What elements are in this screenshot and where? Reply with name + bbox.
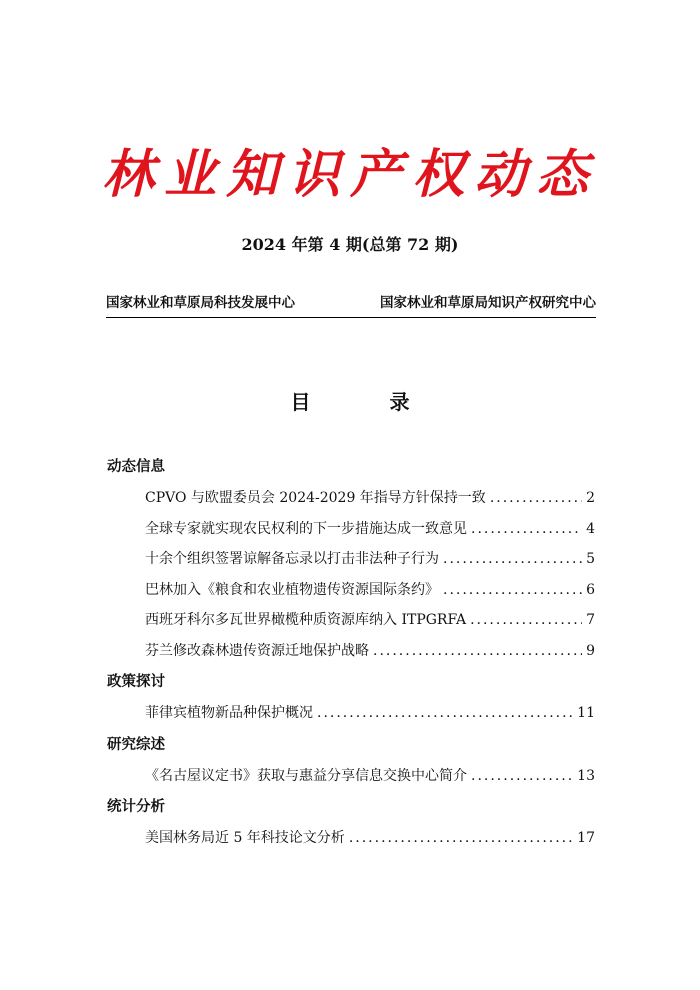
- toc-leader: [443, 551, 582, 567]
- toc-entry-title: 芬兰修改森林遗传资源迁地保护战略: [145, 642, 369, 659]
- toc-section-statistics: 统计分析: [107, 798, 165, 815]
- toc-entry[interactable]: [107, 487, 595, 509]
- toc-entry-title: 《名古屋议定书》获取与惠益分享信息交换中心简介: [145, 767, 467, 784]
- toc-entry-title: 菲律宾植物新品种保护概况: [145, 705, 313, 721]
- toc-entry[interactable]: [107, 765, 595, 787]
- issue-number: 2024 年第 4 期(总第 72 期): [241, 235, 459, 254]
- toc-section-review: 研究综述: [107, 735, 165, 753]
- toc-entry[interactable]: [107, 548, 595, 570]
- toc-leader: [443, 582, 582, 598]
- toc-leader: [490, 490, 582, 506]
- toc-entry-title: 全球专家就实现农民权利的下一步措施达成一致意见: [145, 520, 467, 537]
- toc-entry-title: 巴林加入《粮食和农业植物遗传资源国际条约》: [145, 581, 439, 598]
- toc-entry-page: 6: [586, 581, 595, 598]
- publisher-line: [106, 291, 596, 318]
- toc-entry-title: 十余个组织签署谅解备忘录以打击非法种子行为: [145, 551, 439, 567]
- toc-entry[interactable]: [107, 640, 595, 662]
- toc-leader: [471, 521, 582, 537]
- toc-entry-page: 17: [577, 830, 595, 846]
- table-of-contents: [107, 455, 595, 858]
- toc-leader: [317, 705, 573, 721]
- toc-entry[interactable]: [107, 702, 595, 724]
- toc-leader: [349, 830, 573, 846]
- toc-title: 目 录: [290, 390, 446, 414]
- toc-leader: [470, 612, 582, 628]
- toc-entry-page: 9: [586, 642, 595, 659]
- toc-leader: [373, 643, 582, 659]
- toc-section-policy: 政策探讨: [107, 673, 165, 690]
- toc-entry[interactable]: [107, 518, 595, 540]
- toc-entry[interactable]: [107, 579, 595, 601]
- publisher-1: 国家林业和草原局科技发展中心: [106, 295, 295, 311]
- toc-entry-page: 11: [577, 705, 595, 721]
- publisher-2: 国家林业和草原局知识产权研究中心: [380, 295, 596, 311]
- toc-leader: [471, 768, 573, 784]
- masthead-title: 林业知识产权动态: [101, 144, 598, 205]
- toc-entry-page: 2: [586, 490, 595, 506]
- toc-entry-title: CPVO 与欧盟委员会 2024-2029 年指导方针保持一致: [145, 490, 486, 506]
- toc-entry-title: 美国林务局近 5 年科技论文分析: [145, 830, 345, 846]
- toc-entry-title: 西班牙科尔多瓦世界橄榄种质资源库纳入 ITPGRFA: [145, 612, 467, 628]
- toc-entry[interactable]: [107, 827, 595, 849]
- toc-section-dynamic-info: 动态信息: [107, 458, 165, 475]
- toc-entry-page: 13: [577, 767, 595, 784]
- toc-entry-page: 4: [586, 520, 595, 537]
- toc-entry[interactable]: [107, 609, 595, 631]
- toc-entry-page: 5: [586, 551, 595, 567]
- toc-entry-page: 7: [586, 612, 595, 628]
